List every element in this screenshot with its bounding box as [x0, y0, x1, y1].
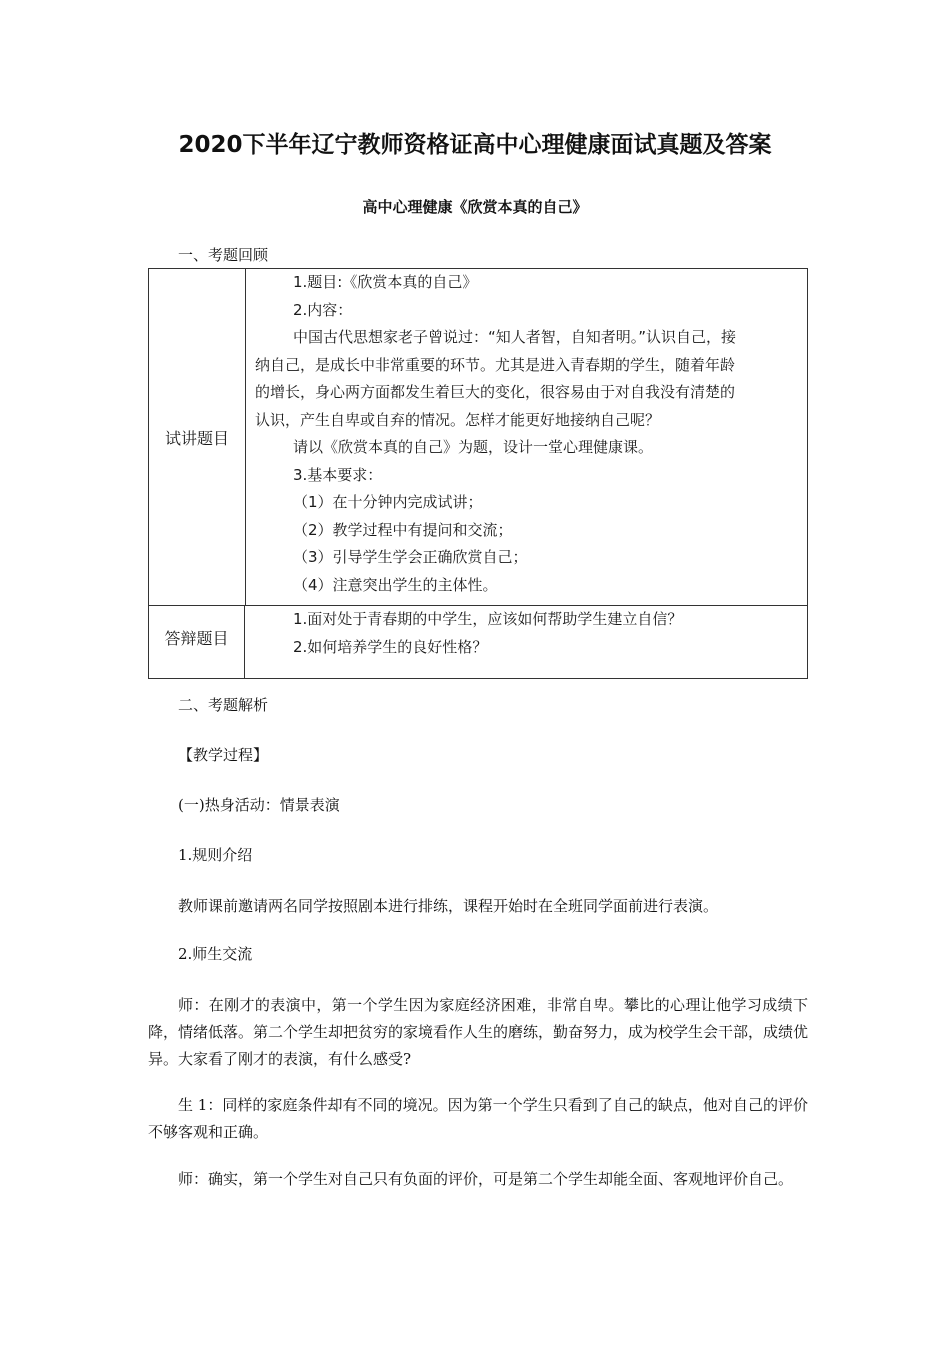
content-line: 请以《欣赏本真的自己》为题，设计一堂心理健康课。	[293, 438, 654, 456]
page-title: 2020下半年辽宁教师资格证高中心理健康面试真题及答案	[178, 132, 772, 158]
content-line: （1）在十分钟内完成试讲；	[293, 493, 483, 511]
warmup-heading: (一)热身活动：情景表演	[178, 796, 340, 814]
teaching-process-heading: 【教学过程】	[178, 746, 269, 764]
exam-questions-table	[148, 268, 808, 679]
table-row-lecture	[149, 269, 807, 606]
content-line: （2）教学过程中有提问和交流；	[293, 520, 513, 539]
content-line: 认识，产生自卑或自弃的情况。怎样才能更好地接纳自己呢？	[255, 410, 661, 429]
step-rules-heading: 1.规则介绍	[178, 846, 253, 864]
content-line: 1.题目:《欣赏本真的自己》	[293, 273, 478, 291]
lecture-topic-content	[247, 269, 807, 605]
paragraph-student-1: 生 1：同样的家庭条件却有不同的境况。因为第一个学生只看到了自己的缺点，他对自己的评价不够客观和正确。	[148, 1096, 808, 1141]
defense-topic-label: 答辩题目	[149, 606, 245, 678]
content-line: 纳自己，是成长中非常重要的环节。尤其是进入青春期的学生，随着年龄	[255, 355, 736, 374]
defense-topic-content	[247, 606, 807, 678]
content-line: （4）注意突出学生的主体性。	[293, 575, 498, 594]
content-line: 2.如何培养学生的良好性格？	[293, 637, 488, 656]
content-line: （3）引导学生学会正确欣赏自己；	[293, 548, 528, 566]
paragraph-rules: 教师课前邀请两名同学按照剧本进行排练，课程开始时在全班同学面前进行表演。	[178, 897, 719, 915]
content-line: 2.内容：	[293, 300, 353, 319]
content-line: 中国古代思想家老子曾说过：“知人者智，自知者明。”认识自己，接	[293, 328, 737, 346]
section-heading-analysis: 二、考题解析	[178, 696, 269, 714]
content-line: 的增长，身心两方面都发生着巨大的变化，很容易由于对自我没有清楚的	[255, 383, 736, 401]
step-exchange-heading: 2.师生交流	[178, 945, 253, 963]
paragraph-teacher-2: 师：确实，第一个学生对自己只有负面的评价，可是第二个学生却能全面、客观地评价自己。	[178, 1170, 794, 1188]
section-heading-review: 一、考题回顾	[178, 246, 269, 264]
paragraph-teacher-1: 师：在刚才的表演中，第一个学生因为家庭经济困难，非常自卑。攀比的心理让他学习成绩下降，情绪低落。第二个学生却把贫穷的家境看作人生的磨练，勤奋努力，成为校学生会干部，成绩优异。大家看了刚才的表演，有什么感受?	[148, 996, 809, 1068]
subtitle: 高中心理健康《欣赏本真的自己》	[362, 198, 588, 216]
lecture-topic-label: 试讲题目	[149, 269, 246, 605]
content-line: 3.基本要求：	[293, 465, 383, 484]
content-line: 1.面对处于青春期的中学生，应该如何帮助学生建立自信？	[293, 610, 683, 628]
table-row-defense	[149, 606, 807, 678]
